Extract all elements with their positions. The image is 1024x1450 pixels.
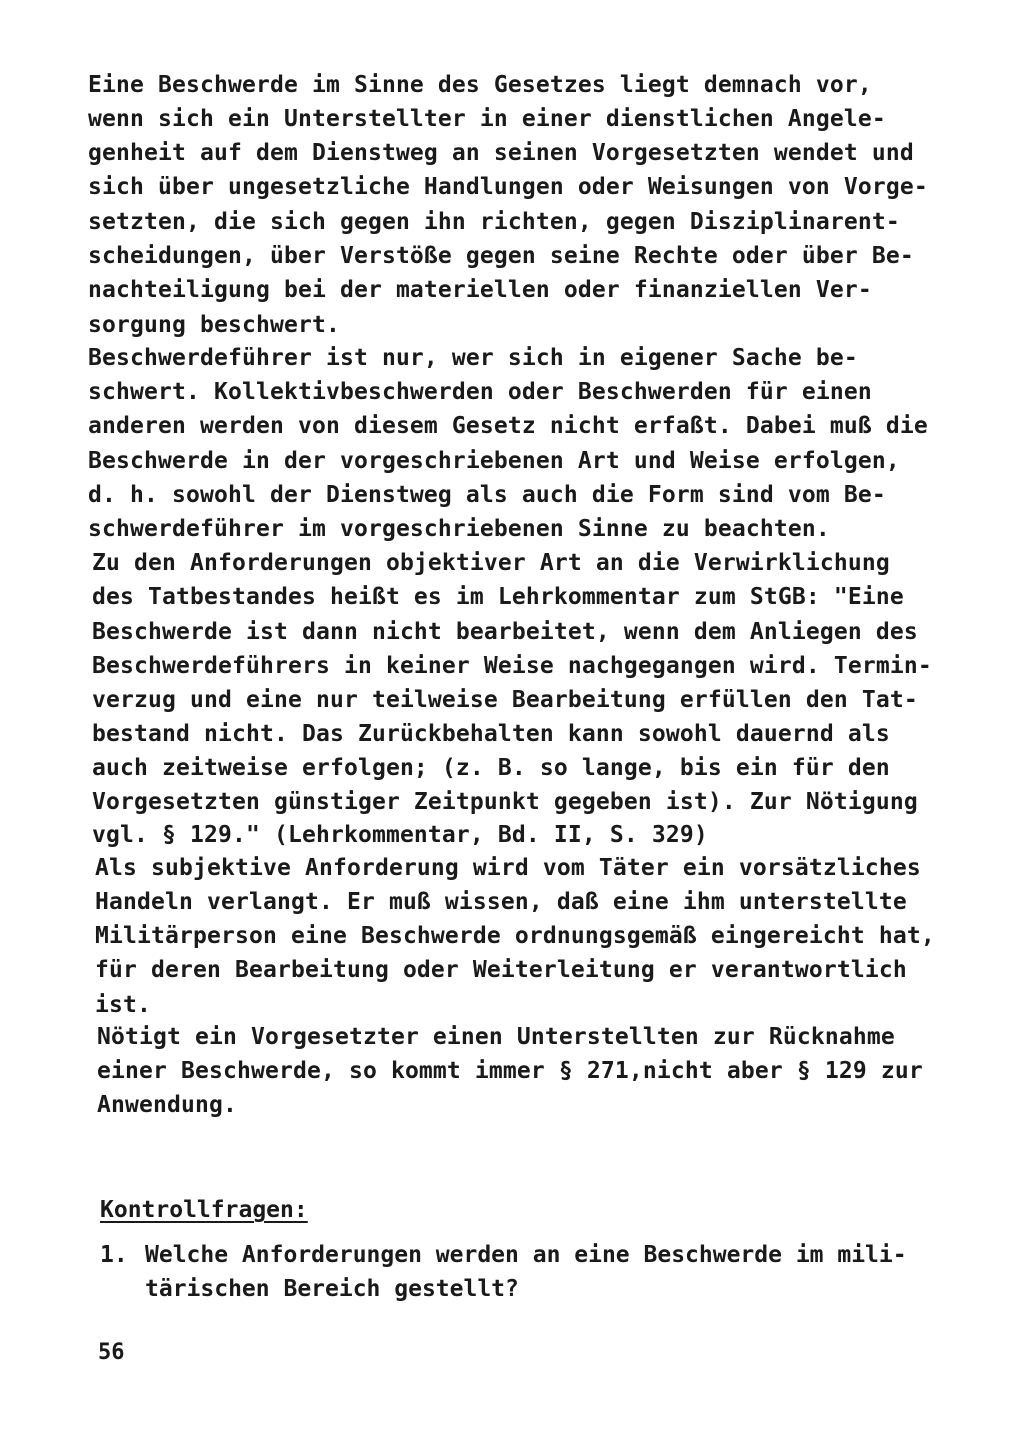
text-line: vgl. § 129." (Lehrkommentar, Bd. II, S. 329) xyxy=(92,822,708,848)
page-number: 56 xyxy=(98,1340,125,1365)
question-text-line: tärischen Bereich gestellt? xyxy=(145,1276,519,1302)
question-text-line: Welche Anforderungen werden an eine Beschwerde im mili- xyxy=(145,1242,907,1268)
text-line: Beschwerde in der vorgeschriebenen Art und Weise erfolgen, xyxy=(88,448,900,474)
text-line: bestand nicht. Das Zurückbehalten kann sowohl dauernd als xyxy=(92,721,890,747)
text-line: auch zeitweise erfolgen; (z. B. so lange, bis ein für den xyxy=(92,755,890,781)
text-line: Als subjektive Anforderung wird vom Täter ein vorsätzliches xyxy=(95,855,921,881)
text-line: schwerdeführer im vorgeschriebenen Sinne zu beachten. xyxy=(88,516,830,542)
text-line: Anwendung. xyxy=(97,1092,237,1118)
text-line: Handeln verlangt. Er muß wissen, daß eine ihm unterstellte xyxy=(95,889,907,915)
text-line: Nötigt ein Vorgesetzter einen Unterstellten zur Rücknahme xyxy=(97,1024,895,1050)
text-line: schwert. Kollektivbeschwerden oder Beschwerden für einen xyxy=(88,379,872,405)
text-line: wenn sich ein Unterstellter in einer dienstlichen Angele- xyxy=(88,106,886,132)
text-line: sich über ungesetzliche Handlungen oder Weisungen von Vorge- xyxy=(88,174,928,200)
text-line: anderen werden von diesem Gesetz nicht erfaßt. Dabei muß die xyxy=(88,413,928,439)
text-line: Beschwerdeführer ist nur, wer sich in eigener Sache be- xyxy=(88,345,858,371)
text-line: setzten, die sich gegen ihn richten, gegen Disziplinarent- xyxy=(88,209,900,235)
control-questions-heading: Kontrollfragen: xyxy=(100,1197,308,1223)
text-line: Zu den Anforderungen objektiver Art an die Verwirklichung xyxy=(92,550,890,576)
text-line: Militärperson eine Beschwerde ordnungsgemäß eingereicht hat, xyxy=(95,923,935,949)
text-line: verzug und eine nur teilweise Bearbeitung erfüllen den Tat- xyxy=(92,687,918,713)
text-line: genheit auf dem Dienstweg an seinen Vorgesetzten wendet und xyxy=(88,140,914,166)
text-line: scheidungen, über Verstöße gegen seine Rechte oder über Be- xyxy=(88,243,914,269)
text-line: nachteiligung bei der materiellen oder finanziellen Ver- xyxy=(88,277,872,303)
question-number: 1. xyxy=(100,1242,128,1268)
text-line: Beschwerde ist dann nicht bearbeitet, wenn dem Anliegen des xyxy=(92,619,918,645)
text-line: Vorgesetzten günstiger Zeitpunkt gegeben ist). Zur Nötigung xyxy=(92,789,918,815)
text-line: Beschwerdeführers in keiner Weise nachgegangen wird. Termin- xyxy=(92,653,932,679)
text-line: ist. xyxy=(95,992,151,1018)
text-line: einer Beschwerde, so kommt immer § 271,nicht aber § 129 zur xyxy=(97,1058,923,1084)
text-line: sorgung beschwert. xyxy=(88,312,340,338)
text-line: des Tatbestandes heißt es im Lehrkommentar zum StGB: "Eine xyxy=(92,584,904,610)
text-line: Eine Beschwerde im Sinne des Gesetzes liegt demnach vor, xyxy=(88,72,872,98)
text-line: d. h. sowohl der Dienstweg als auch die Form sind vom Be- xyxy=(88,482,886,508)
text-line: für deren Bearbeitung oder Weiterleitung er verantwortlich xyxy=(95,957,907,983)
